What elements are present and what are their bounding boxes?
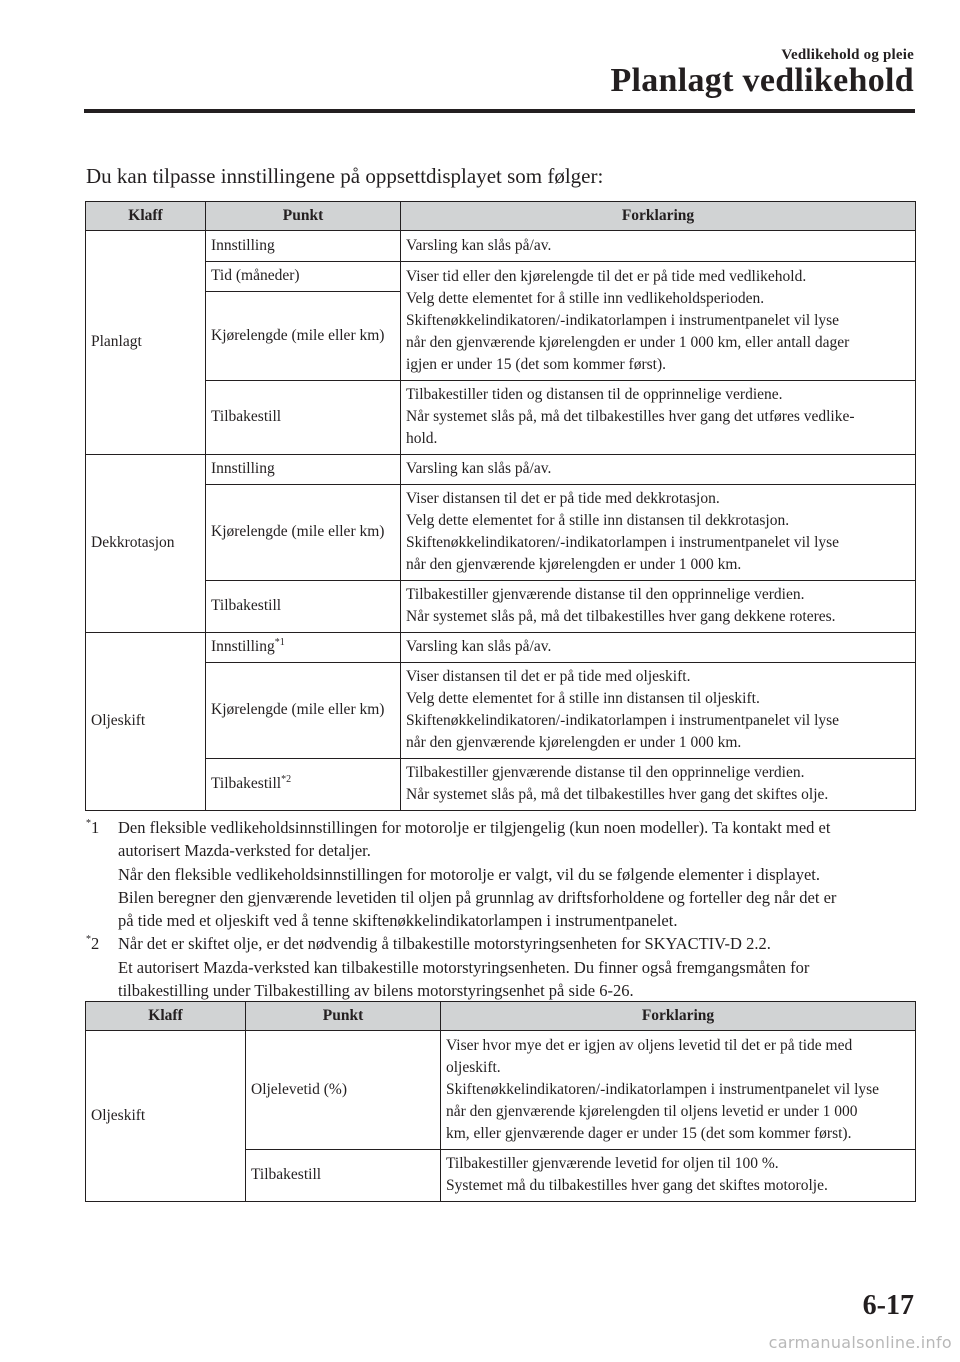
explanation-cell: Viser tid eller den kjørelengde til det er på tide med vedlikehold. Velg dette elementet for å stille inn vedlikeholdsperioden. Skiftenøkkelindikatoren/-indikatorlampen i instrumentpanelet vil lyse når den gjenværende kjørelengden er under 1 000 km, eller antall dager igjen er under 15 (det som kommer først). bbox=[401, 262, 916, 381]
item-cell: Tid (måneder) bbox=[206, 262, 401, 292]
footnote-ref-1: *1 bbox=[274, 637, 285, 648]
table-row bbox=[86, 633, 916, 663]
oil-life-table bbox=[85, 1001, 916, 1202]
table-header-row bbox=[86, 202, 916, 231]
item-cell: Kjørelengde (mile eller km) bbox=[206, 663, 401, 759]
item-cell: Tilbakestill$^{*2}$ bbox=[206, 759, 401, 811]
table-row bbox=[86, 262, 916, 292]
explanation-cell: Tilbakestiller gjenværende distanse til den opprinnelige verdien. Når systemet slås på, må det tilbakestilles hver gang det skiftes olje. bbox=[401, 759, 916, 811]
item-cell: Tilbakestill bbox=[206, 381, 401, 455]
table-row bbox=[86, 759, 916, 811]
item-cell: Innstilling bbox=[206, 455, 401, 485]
header-explanation: Forklaring bbox=[441, 1002, 916, 1031]
item-cell: Innstilling bbox=[206, 231, 401, 262]
explanation-cell: Varsling kan slås på/av. bbox=[401, 633, 916, 663]
footnote-ref-2: *2 bbox=[281, 774, 292, 785]
explanation-cell: Tilbakestiller gjenværende levetid for oljen til 100 %. Systemet må du tilbakestilles hver gang det skiftes motorolje. bbox=[441, 1150, 916, 1202]
footnotes bbox=[86, 816, 916, 1002]
table-row bbox=[86, 485, 916, 581]
explanation-cell: Varsling kan slås på/av. bbox=[401, 455, 916, 485]
table-header-row bbox=[86, 1002, 916, 1031]
header-tab: Klaff bbox=[86, 202, 206, 231]
section-heading: Vedlikehold og pleie bbox=[781, 47, 914, 63]
header-item: Punkt bbox=[206, 202, 401, 231]
table-row bbox=[86, 231, 916, 262]
table-row bbox=[86, 1031, 916, 1150]
item-cell: Innstilling$^{*1}$ bbox=[206, 633, 401, 663]
tab-cell-planlagt: Planlagt bbox=[86, 231, 206, 455]
table-row bbox=[86, 663, 916, 759]
item-cell: Kjørelengde (mile eller km) bbox=[206, 485, 401, 581]
item-cell: Tilbakestill bbox=[246, 1150, 441, 1202]
explanation-cell: Tilbakestiller tiden og distansen til de opprinnelige verdiene. Når systemet slås på, må det tilbakestilles hver gang det utføres vedlike- hold. bbox=[401, 381, 916, 455]
tab-cell-oljeskift: Oljeskift bbox=[86, 633, 206, 811]
header-tab: Klaff bbox=[86, 1002, 246, 1031]
explanation-cell: Tilbakestiller gjenværende distanse til den opprinnelige verdien. Når systemet slås på, må det tilbakestilles hver gang dekkene roteres. bbox=[401, 581, 916, 633]
header-item: Punkt bbox=[246, 1002, 441, 1031]
page-number: 6-17 bbox=[862, 1290, 914, 1321]
footnote-1: *1 Den fleksible vedlikeholdsinnstillingen for motorolje er tilgjengelig (kun noen modeller). Ta kontakt med et autorisert Mazda-verksted for detaljer. Når den fleksible vedlikeholdsinnstillingen for motorolje er valgt, vil du se følgende elementer i displayet. Bilen beregner den gjenværende levetiden til oljen på grunnlag av driftsforholdene og forteller deg når det er på tide med et oljeskift ved å tenne skiftenøkkelindikatorlampen i instrumentpanelet. bbox=[86, 818, 837, 930]
table-row bbox=[86, 581, 916, 633]
item-cell: Tilbakestill bbox=[206, 581, 401, 633]
table-row bbox=[86, 455, 916, 485]
explanation-cell: Viser distansen til det er på tide med dekkrotasjon. Velg dette elementet for å stille inn distansen til dekkrotasjon. Skiftenøkkelindikatoren/-indikatorlampen i instrumentpanelet vil lyse når den gjenværende kjørelengden er under 1 000 km. bbox=[401, 485, 916, 581]
item-cell: Kjørelengde (mile eller km) bbox=[206, 292, 401, 381]
page-title: Planlagt vedlikehold bbox=[610, 62, 914, 99]
explanation-cell: Viser distansen til det er på tide med oljeskift. Velg dette elementet for å stille inn distansen til oljeskift. Skiftenøkkelindikatoren/-indikatorlampen i instrumentpanelet vil lyse når den gjenværende kjørelengden er under 1 000 km. bbox=[401, 663, 916, 759]
tab-cell-oljeskift: Oljeskift bbox=[86, 1031, 246, 1202]
header-explanation: Forklaring bbox=[401, 202, 916, 231]
header-rule bbox=[84, 109, 915, 113]
table-row bbox=[86, 381, 916, 455]
intro-text: Du kan tilpasse innstillingene på oppsettdisplayet som følger: bbox=[86, 164, 604, 188]
watermark: carmanualsonline.info bbox=[768, 1333, 952, 1352]
explanation-cell: Viser hvor mye det er igjen av oljens levetid til det er på tide med oljeskift. Skiftenøkkelindikatoren/-indikatorlampen i instrumentpanelet vil lyse når den gjenværende kjørelengden til oljens levetid er under 1 000 km, eller gjenværende dager er under 15 (det som kommer først). bbox=[441, 1031, 916, 1150]
item-cell: Oljelevetid (%) bbox=[246, 1031, 441, 1150]
tab-cell-dekkrotasjon: Dekkrotasjon bbox=[86, 455, 206, 633]
footnote-2: *2 Når det er skiftet olje, er det nødvendig å tilbakestille motorstyringsenheten for SKYACTIV-D 2.2. Et autorisert Mazda-verksted kan tilbakestille motorstyringsenheten. Du finner også fremgangsmåten for tilbakestilling under Tilbakestilling av bilens motorstyringsenhet på side 6-26. bbox=[86, 934, 810, 1000]
settings-table bbox=[85, 201, 916, 811]
explanation-cell: Varsling kan slås på/av. bbox=[401, 231, 916, 262]
